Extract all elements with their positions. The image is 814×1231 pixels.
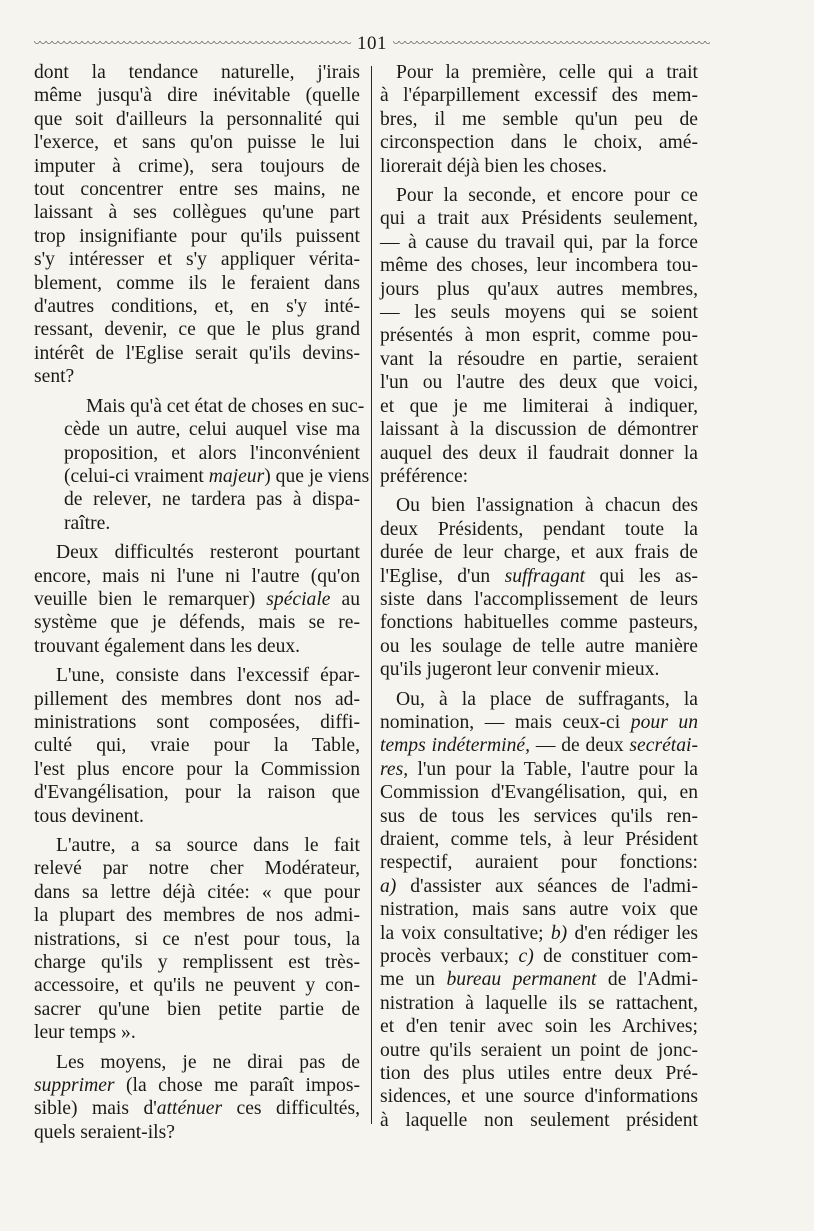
text-line: blement, comme ils le feraient dans [34,272,360,294]
text-line: laissant à ses collègues qu'une part [34,202,360,224]
paragraph [34,541,360,658]
text-line: durée de leur charge, et aux frais de [380,542,698,564]
text-run: l'un pour la Table, l'autre pour la [408,758,698,780]
text-line: L'une, consiste dans l'excessif épar- [56,665,360,687]
text-line [380,711,698,734]
text-line [34,588,360,611]
text-line: ministrations sont composées, diffi- [34,711,360,733]
text-line [380,968,698,991]
text-line: pillement des membres dont nos ad- [34,688,360,710]
paragraph [34,1051,360,1145]
italic-word: b) [550,922,568,944]
text-line: même des choses, leur incombera tou- [380,255,698,277]
text-line: système que je défends, mais se re- [34,612,360,634]
text-line: ou les soulage de telle autre manière [380,635,698,657]
text-run: la voix consultative; [380,922,551,944]
text-line: s'y intéresser et s'y appliquer vérita- [34,249,360,271]
text-run: d'en rédiger les [567,922,699,944]
text-run: me un [380,969,447,991]
left-column [34,61,370,1150]
text-line: Ou bien l'assignation à chacun des [396,495,698,517]
text-line: Les moyens, je ne dirai pas de [56,1051,360,1073]
text-line: encore, mais ni l'une ni l'autre (qu'on [34,565,360,587]
paragraph [34,834,360,1045]
paragraph [34,664,360,828]
text-line: l'exerce, et sans qu'on puisse le lui [34,132,360,154]
text-line: tous devinent. [34,805,144,827]
text-line [380,734,698,757]
text-line [34,465,370,488]
text-line: siste dans l'accomplissement de leurs [380,588,698,610]
text-run: procès verbaux; [380,946,519,968]
column-divider [371,66,372,1124]
text-line: bres, il me semble qu'un peu de [380,108,698,130]
text-line: leur temps ». [34,1022,136,1044]
paragraph [380,688,698,1133]
text-line: cède un autre, celui auquel vise ma [64,419,360,441]
italic-word: pour un [630,711,699,733]
text-line: sacrer qu'une bien petite partie de [34,998,360,1020]
text-run: ces difficultés, [222,1098,360,1120]
italic-word: spéciale [266,588,331,610]
text-line: de relever, ne tardera pas à dispa- [64,489,360,511]
text-line: dans sa lettre déjà citée: « que pour [34,881,360,903]
page-header [34,30,710,58]
text-line: Commission d'Evangélisation, qui, en [380,782,698,804]
text-line: tout concentrer entre ses mains, ne [34,179,360,201]
italic-word: bureau permanent [446,969,597,991]
text-line: présentés à mon esprit, comme pou- [380,325,698,347]
text-line: intérêt de l'Eglise serait qu'ils devins- [34,342,360,364]
text-line: respectif, auraient pour fonctions: [380,852,698,874]
text-line: et d'en tenir avec soin les Archives; [380,1016,698,1038]
text-line: la plupart des membres de nos admi- [34,905,360,927]
text-line: trouvant également dans les deux. [34,635,301,657]
text-line [380,758,698,781]
text-run: de constituer com- [533,946,699,968]
text-line: vant la résoudre en partie, seraient [380,348,698,370]
text-line: nistrations, si ce n'est pour tous, la [34,928,360,950]
italic-word: res, [380,758,409,780]
text-line: sidences, et une source d'informations [380,1086,698,1108]
italic-word: atténuer [156,1098,223,1120]
text-line: fonctions habituelles comme pasteurs, [380,612,698,634]
text-line [380,922,698,945]
text-line: charge qu'ils y remplissent est très- [34,952,360,974]
text-line: que soit d'ailleurs la personnalité qui [34,108,360,130]
text-line: quels seraient-ils? [34,1121,175,1143]
text-line: même jusqu'à dire inévitable (quelle [34,85,360,107]
text-line [380,945,698,968]
text-line: deux Présidents, pendant toute la [380,518,698,540]
text-line: qui a trait aux Présidents seulement, [380,208,698,230]
text-line: draient, comme tels, à leur Président [380,829,698,850]
text-run: l'Eglise, d'un [380,565,505,587]
header-rule-left [34,41,351,47]
text-run: — de deux [530,735,630,757]
italic-word: supprimer [34,1075,115,1097]
text-line: relevé par notre cher Modérateur, [34,858,360,880]
text-line: circonspection dans le choix, amé- [380,132,698,154]
text-line: sus de tous les services qu'ils ren- [380,805,698,827]
text-line: culté qui, vraie pour la Table, [34,735,360,757]
text-line: raître. [64,512,111,534]
text-run: au [330,588,360,610]
text-line: proposition, et alors l'inconvénient [64,442,360,464]
text-line: ressant, devenir, ce que le plus grand [34,319,360,341]
header-rule-right [393,41,710,47]
text-line: trop insignifiante pour qu'ils puissent [34,225,360,247]
text-run: de l'Admi- [596,969,699,991]
text-line: tion des plus utiles entre deux Pré- [380,1063,698,1085]
paragraph [34,395,370,535]
text-line: dont la tendance naturelle, j'irais [34,62,360,83]
text-line: Pour la seconde, et encore pour ce [396,185,698,207]
text-line: jours plus qu'aux autres membres, [380,278,698,300]
text-run: veuille bien le remarquer) [34,588,267,610]
text-line: liorerait déjà bien les choses. [380,155,607,177]
text-line: laissant à la discussion de démontrer [380,419,698,441]
text-run: (celui-ci vraiment [64,465,209,487]
paragraph [380,494,698,681]
text-line: Ou, à la place de suffragants, la [396,688,698,710]
text-line: auquel des deux il faudrait donner la [380,442,698,464]
italic-word: a) [380,875,397,897]
text-line: qu'ils jugeront leur convenir mieux. [380,659,660,681]
italic-word: temps indéterminé, [380,735,531,757]
text-line: et que je me limiterai à indiquer, [380,395,698,417]
text-line [380,875,698,898]
text-run: (la chose me paraît impos- [114,1075,360,1097]
text-run: ) que je viens [264,465,370,487]
text-line: L'autre, a sa source dans le fait [56,835,360,856]
text-line [380,565,698,588]
text-line: l'un ou l'autre des deux que voici, [380,372,698,394]
text-run: qui les as- [585,565,698,587]
paragraph [380,184,698,488]
page-number: 101 [357,33,387,54]
text-line: outre qu'ils seraient un point de jonc- [380,1039,698,1061]
text-line: accessoire, et qu'ils ne peuvent y con- [34,975,360,997]
text-line: nistration, mais sans autre voix que [380,899,698,921]
italic-word: majeur [208,465,265,487]
text-line: imputer à crime), sera toujours de [34,155,360,177]
text-line: à laquelle non seulement président [380,1109,698,1131]
text-line: l'est plus encore pour la Commission [34,758,360,780]
italic-word: secrétai- [629,735,698,757]
text-run: sible) mais d' [34,1098,157,1120]
text-line: à l'éparpillement excessif des mem- [380,85,698,107]
text-line: Mais qu'à cet état de choses en suc- [86,395,365,417]
text-line: Pour la première, celle qui a trait [396,62,698,83]
paragraph [34,61,360,389]
text-run: nomination, — mais ceux-ci [380,711,631,733]
text-line: Deux difficultés resteront pourtant [56,542,360,564]
text-line: nistration à laquelle ils se rattachent, [380,992,698,1014]
text-line: — les seuls moyens qui se soient [380,302,698,324]
text-run: d'assister aux séances de l'admi- [396,875,698,897]
italic-word: suffragant [504,565,586,587]
text-line [34,1097,360,1120]
text-line: d'Evangélisation, pour la raison que [34,782,360,804]
italic-word: c) [518,946,534,968]
text-line: sent? [34,366,75,388]
text-line: préférence: [380,465,469,487]
text-line: d'autres conditions, et, en s'y inté- [34,296,360,318]
text-line [34,1074,360,1097]
right-column [380,61,698,1138]
paragraph [380,61,698,178]
text-line: — à cause du travail qui, par la force [380,231,698,253]
